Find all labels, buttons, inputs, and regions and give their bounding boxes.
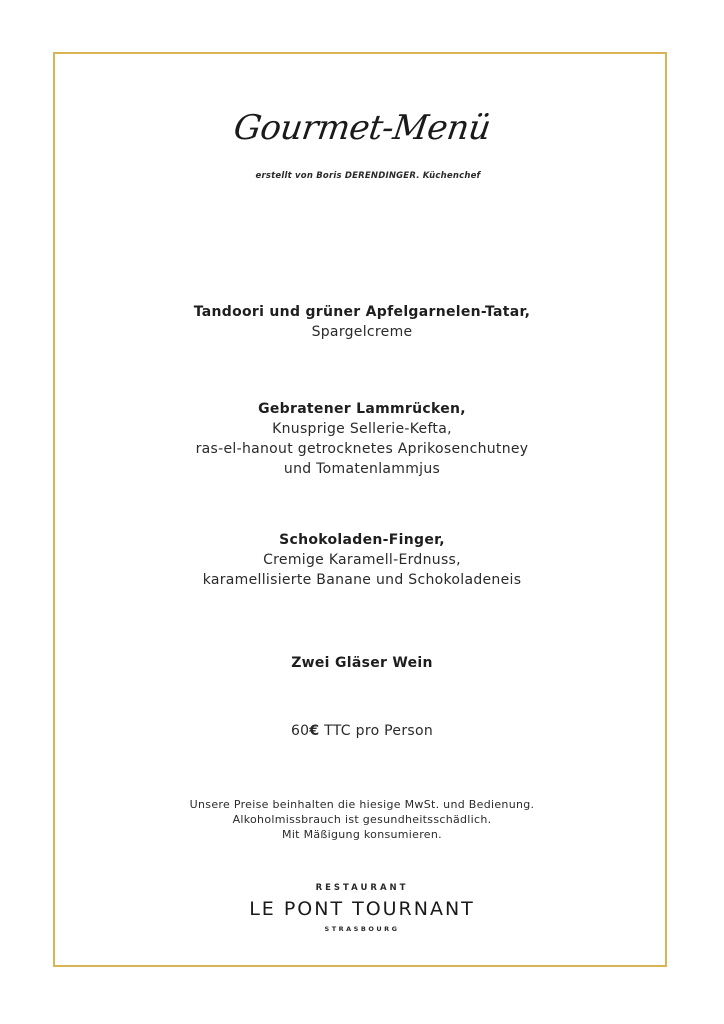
course-name: Gebratener Lammrücken,	[258, 401, 466, 417]
course-description: und Tomatenlammjus	[283, 461, 441, 477]
course-description: karamellisierte Banane und Schokoladeneis	[202, 572, 522, 588]
euro-symbol: €	[309, 723, 320, 739]
course-wine	[0, 653, 724, 673]
logo-restaurant-name: LE PONT TOURNANT	[249, 898, 475, 920]
note-line: Mit Mäßigung konsumieren.	[282, 828, 442, 841]
logo-city: STRASBOURG	[324, 925, 400, 933]
course-main	[0, 399, 724, 479]
course-starter	[0, 302, 724, 342]
price-amount: 60	[290, 723, 310, 739]
note-line: Unsere Preise beinhalten die hiesige MwSt. und Bedienung.	[189, 798, 535, 811]
menu-title: Gourmet-Menü	[231, 108, 493, 148]
course-description: Knusprige Sellerie-Kefta,	[272, 421, 452, 437]
legal-notes	[0, 797, 724, 842]
note-line: Alkoholmissbrauch ist gesundheitsschädlich.	[232, 813, 492, 826]
menu-price	[0, 723, 724, 739]
course-name: Schokoladen-Finger,	[279, 532, 445, 548]
course-description: ras-el-hanout getrocknetes Aprikosenchutney	[195, 441, 529, 457]
chef-credit: erstellt von Boris DERENDINGER. Küchenchef	[255, 171, 481, 181]
course-description: Spargelcreme	[311, 324, 413, 340]
course-name: Tandoori und grüner Apfelgarnelen-Tatar,	[193, 304, 531, 320]
course-dessert	[0, 530, 724, 590]
price-suffix: TTC pro Person	[319, 723, 434, 739]
course-name: Zwei Gläser Wein	[291, 655, 433, 671]
course-description: Cremige Karamell-Erdnuss,	[263, 552, 461, 568]
logo-restaurant-label: RESTAURANT	[315, 883, 409, 893]
